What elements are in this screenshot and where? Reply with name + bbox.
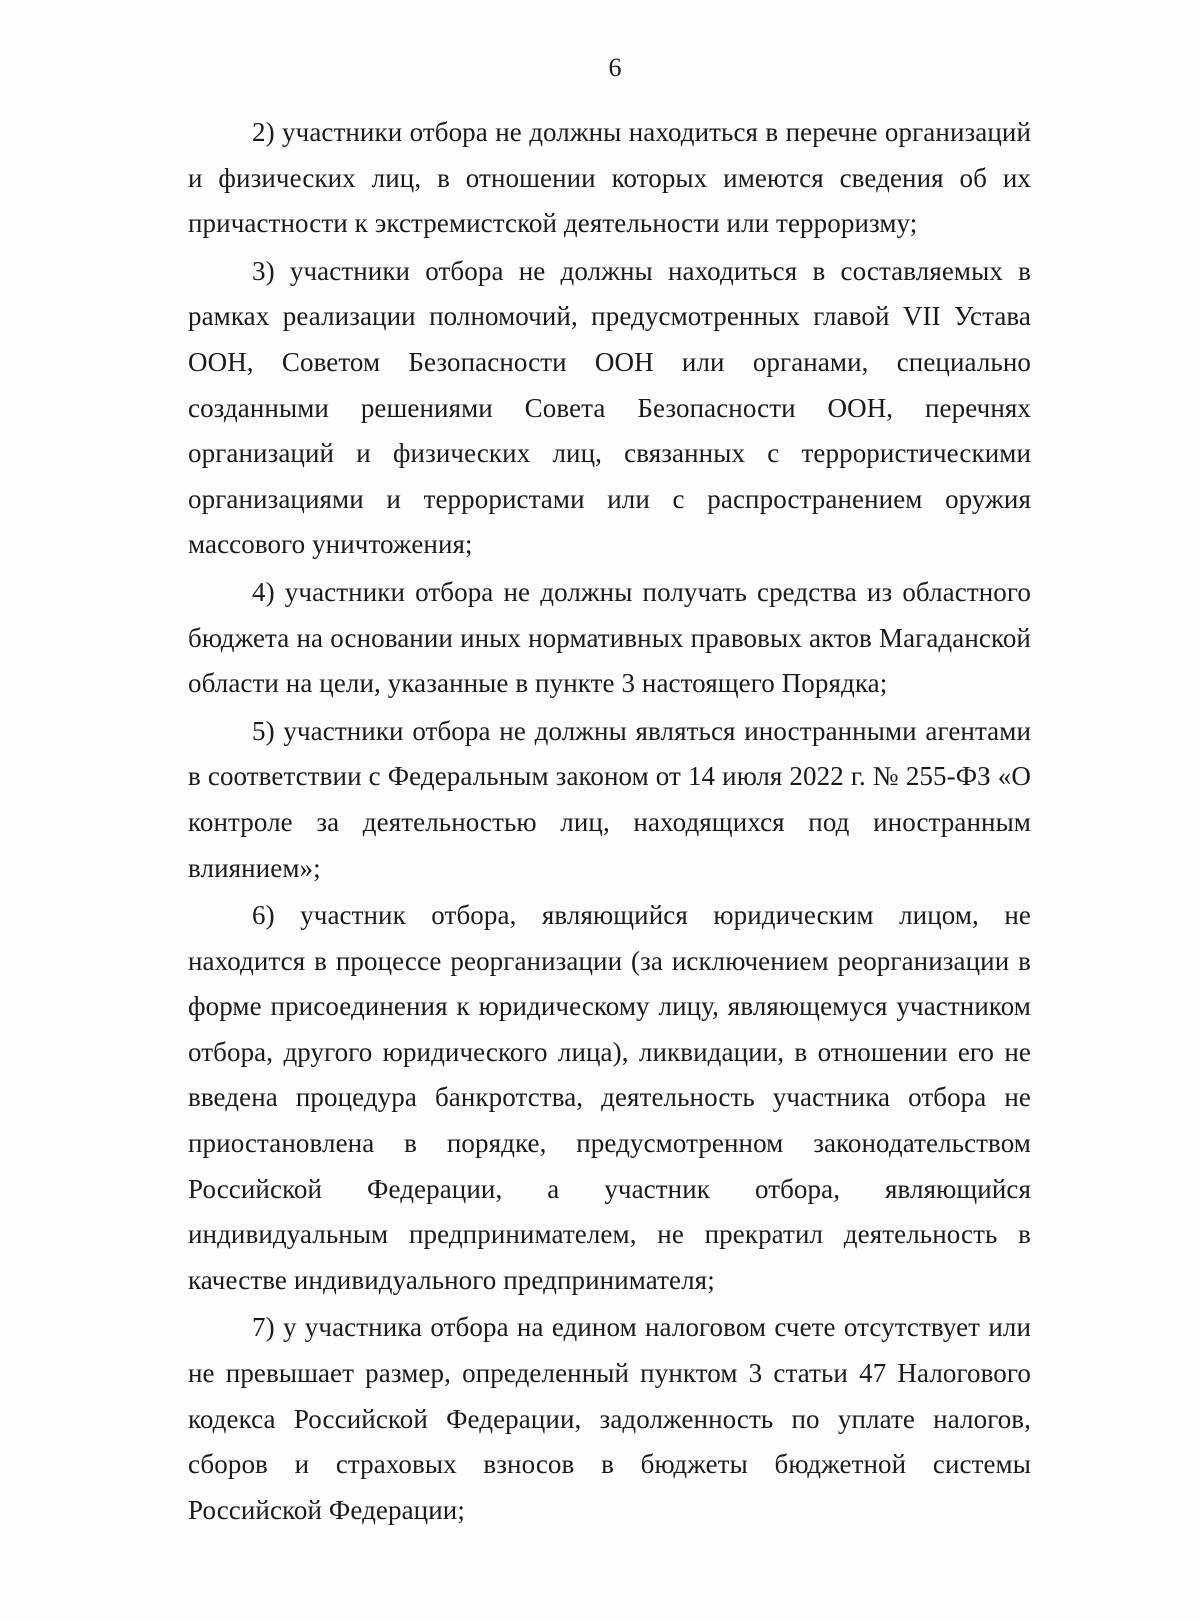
page-number: 6 [608, 53, 622, 82]
paragraph-item-5: 5) участники отбора не должны являться иностранными агентами в соответствии с Федеральным законом от 14 июля 2022 г. № 255-ФЗ «О контроле за деятельностью лиц, находящихся под иностранным влиянием»; [188, 715, 1031, 883]
paragraph-item-3: 3) участники отбора не должны находиться в составляемых в рамках реализации полномочий, предусмотренных главой VII Устава ООН, Советом Безопасности ООН или органами, специально созданными решениями Совета Безопасности ООН, перечнях организаций и физических лиц, связанных с террористическими организациями и террористами или с распространением оружия массового уничтожения; [188, 255, 1031, 560]
paragraph-item-4: 4) участники отбора не должны получать средства из областного бюджета на основании иных нормативных правовых актов Магаданской области на цели, указанные в пункте 3 настоящего Порядка; [188, 576, 1031, 699]
paragraph-item-6: 6) участник отбора, являющийся юридическим лицом, не находится в процессе реорганизации (за исключением реорганизации в форме присоединения к юридическому лицу, являющемуся участником отбора, другого юридического лица), ликвидации, в отношении его не введена процедура банкротства, деятельность участника отбора не приостановлена в порядке, предусмотренном законодательством Российской Федерации, а участник отбора, являющийся индивидуальным предпринимателем, не прекратил деятельность в качестве индивидуального предпринимателя; [188, 900, 1031, 1295]
paragraph-item-2: 2) участники отбора не должны находиться в перечне организаций и физических лиц, в отношении которых имеются сведения об их причастности к экстремистской деятельности или терроризму; [188, 117, 1031, 239]
document-body [188, 110, 1031, 1535]
paragraph-item-7: 7) у участника отбора на едином налоговом счете отсутствует или не превышает размер, определенный пунктом 3 статьи 47 Налогового кодекса Российской Федерации, задолженность по уплате налогов, сборов и страховых взносов в бюджеты бюджетной системы Российской Федерации; [188, 1312, 1031, 1525]
